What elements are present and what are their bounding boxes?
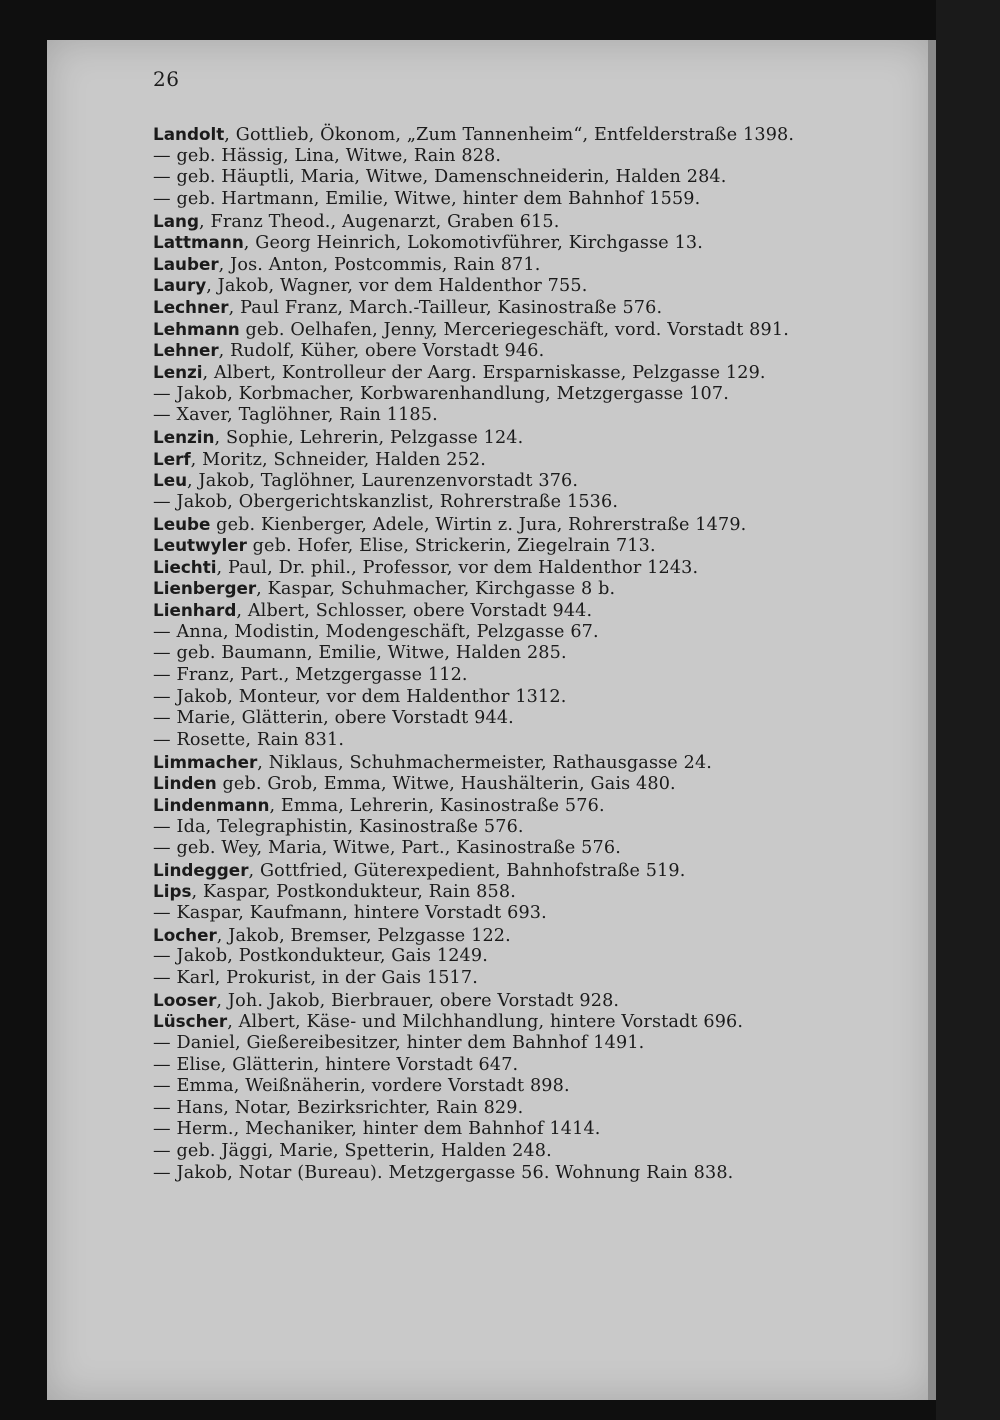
directory-entry [153, 211, 873, 233]
directory-entry [153, 427, 873, 449]
directory-entry [153, 167, 873, 189]
entry-details: , Moritz, Schneider, Halden 252. [190, 449, 486, 470]
directory-entry [153, 340, 873, 362]
entry-details: , Sophie, Lehrerin, Pelzgasse 124. [214, 427, 524, 448]
entry-surname: Liechti [153, 556, 217, 577]
directory-entry [153, 362, 873, 384]
directory-entry [153, 1163, 873, 1185]
entry-details: — geb. Wey, Maria, Witwe, Part., Kasinostraße 576. [153, 838, 621, 859]
directory-entry [153, 470, 873, 492]
directory-entry [153, 578, 873, 600]
entry-details: , Georg Heinrich, Lokomotivführer, Kirchgasse 13. [243, 233, 704, 254]
entry-details: , Kaspar, Schuhmacher, Kirchgasse 8 b. [256, 579, 616, 600]
entry-details: — Hans, Notar, Bezirksrichter, Rain 829. [153, 1097, 524, 1118]
entry-details: — Xaver, Taglöhner, Rain 1185. [153, 405, 438, 426]
entry-details: — Kaspar, Kaufmann, hintere Vorstadt 693. [153, 903, 547, 924]
entry-surname: Landolt [153, 124, 225, 144]
entry-details: , Gottfried, Güterexpedient, Bahnhofstraße 519. [248, 860, 686, 881]
directory-entry [153, 1098, 873, 1120]
entry-surname: Leu [153, 470, 188, 491]
entry-details: — Jakob, Postkondukteur, Gais 1249. [153, 946, 488, 967]
directory-entry [153, 600, 873, 622]
directory-entry [153, 297, 873, 319]
directory-entry [153, 860, 873, 882]
entry-surname: Lenzin [153, 426, 215, 447]
directory-entry [153, 449, 873, 471]
directory-entry [153, 254, 873, 276]
directory-entry [153, 1033, 873, 1055]
entry-surname: Lips [153, 881, 192, 902]
entry-details: , Paul, Dr. phil., Professor, vor dem Haldenthor 1243. [216, 557, 699, 578]
entry-details: — Jakob, Obergerichtskanzlist, Rohrerstraße 1536. [153, 491, 619, 512]
entry-details: , Gottlieb, Ökonom, „Zum Tannenheim“, Entfelderstraße 1398. [224, 125, 795, 145]
entry-surname: Lehner [153, 340, 219, 361]
entry-details: — Emma, Weißnäherin, vordere Vorstadt 898. [153, 1076, 570, 1097]
entry-surname: Lienberger [153, 578, 257, 599]
directory-entry [153, 990, 873, 1012]
directory-entry-list [153, 124, 873, 1184]
entry-surname: Lenzi [153, 362, 203, 383]
entry-details: — Franz, Part., Metzgergasse 112. [153, 665, 468, 686]
entry-details: — Anna, Modistin, Modengeschäft, Pelzgasse 67. [153, 621, 599, 642]
entry-details: — Elise, Glätterin, hintere Vorstadt 647. [153, 1054, 519, 1075]
directory-entry [153, 1141, 873, 1163]
entry-surname: Lüscher [153, 1011, 228, 1032]
directory-entry [153, 643, 873, 665]
directory-entry [153, 1055, 873, 1077]
entry-details: , Albert, Kontrolleur der Aarg. Ersparniskasse, Pelzgasse 129. [202, 363, 766, 384]
directory-entry [153, 665, 873, 687]
entry-details: , Jakob, Bremser, Pelzgasse 122. [216, 925, 511, 946]
entry-details: , Joh. Jakob, Bierbrauer, obere Vorstadt 928. [216, 990, 620, 1011]
entry-details: — geb. Baumann, Emilie, Witwe, Halden 285. [153, 643, 567, 664]
entry-surname: Laury [153, 275, 207, 296]
directory-entry [153, 557, 873, 579]
directory-entry [153, 903, 873, 925]
entry-details: — geb. Hässig, Lina, Witwe, Rain 828. [153, 145, 502, 166]
entry-details: , Emma, Lehrerin, Kasinostraße 576. [269, 795, 605, 816]
entry-surname: Lechner [153, 297, 229, 318]
entry-details: — geb. Hartmann, Emilie, Witwe, hinter dem Bahnhof 1559. [153, 188, 701, 209]
directory-entry [153, 622, 873, 644]
entry-details: — Rosette, Rain 831. [153, 729, 345, 750]
directory-entry [153, 795, 873, 817]
entry-surname: Lerf [153, 448, 191, 469]
entry-details: — Jakob, Monteur, vor dem Haldenthor 1312. [153, 686, 567, 707]
entry-details: , Jos. Anton, Postcommis, Rain 871. [218, 254, 541, 275]
page-edge-shadow [928, 40, 936, 1400]
entry-surname: Lindenmann [153, 794, 270, 815]
entry-details: , Albert, Schlosser, obere Vorstadt 944. [236, 601, 593, 622]
entry-details: geb. Grob, Emma, Witwe, Haushälterin, Gais 480. [216, 774, 676, 795]
entry-surname: Leutwyler [153, 535, 247, 556]
entry-details: — Herm., Mechaniker, hinter dem Bahnhof 1414. [153, 1119, 601, 1140]
directory-entry [153, 773, 873, 795]
entry-surname: Lauber [153, 253, 219, 274]
entry-details: , Franz Theod., Augenarzt, Graben 615. [198, 211, 560, 232]
directory-entry [153, 752, 873, 774]
directory-entry [153, 968, 873, 990]
entry-details: , Kaspar, Postkondukteur, Rain 858. [191, 882, 516, 903]
entry-surname: Lang [153, 210, 199, 231]
entry-details: — geb. Jäggi, Marie, Spetterin, Halden 248. [153, 1141, 552, 1162]
directory-entry [153, 925, 873, 947]
entry-details: geb. Hofer, Elise, Strickerin, Ziegelrain 713. [246, 536, 656, 557]
entry-details: — Jakob, Korbmacher, Korbwarenhandlung, Metzgergasse 107. [153, 383, 729, 404]
directory-entry [153, 189, 873, 211]
entry-details: — Marie, Glätterin, obere Vorstadt 944. [153, 708, 514, 729]
directory-entry [153, 1076, 873, 1098]
directory-entry [153, 708, 873, 730]
entry-surname: Limmacher [153, 751, 258, 772]
entry-details: , Rudolf, Küher, obere Vorstadt 946. [218, 341, 545, 362]
directory-entry [153, 730, 873, 752]
entry-details: geb. Oelhafen, Jenny, Merceriegeschäft, vord. Vorstadt 891. [239, 319, 789, 340]
entry-surname: Lindegger [153, 859, 249, 880]
entry-details: , Paul Franz, March.-Tailleur, Kasinostraße 576. [228, 298, 663, 319]
entry-details: — geb. Häuptli, Maria, Witwe, Damenschneiderin, Halden 284. [153, 167, 727, 188]
directory-entry [153, 817, 873, 839]
directory-entry [153, 232, 873, 254]
entry-details: geb. Kienberger, Adele, Wirtin z. Jura, Rohrerstraße 1479. [210, 514, 747, 535]
entry-details: — Ida, Telegraphistin, Kasinostraße 576. [153, 816, 524, 837]
directory-entry [153, 319, 873, 341]
scan-border [936, 0, 1000, 1420]
directory-entry [153, 146, 873, 168]
entry-surname: Locher [153, 924, 217, 945]
entry-surname: Lattmann [153, 232, 244, 253]
entry-details: — Jakob, Notar (Bureau). Metzgergasse 56. Wohnung Rain 838. [153, 1162, 734, 1183]
directory-entry [153, 1119, 873, 1141]
directory-entry [153, 535, 873, 557]
entry-details: — Karl, Prokurist, in der Gais 1517. [153, 967, 478, 988]
entry-surname: Lehmann [153, 318, 240, 339]
page-number: 26 [153, 67, 180, 91]
directory-entry [153, 384, 873, 406]
entry-details: , Jakob, Wagner, vor dem Haldenthor 755. [206, 276, 588, 297]
directory-entry [153, 881, 873, 903]
directory-entry [153, 124, 873, 146]
directory-entry [153, 492, 873, 514]
directory-entry [153, 275, 873, 297]
entry-surname: Leube [153, 513, 211, 534]
directory-entry [153, 514, 873, 536]
directory-entry [153, 946, 873, 968]
entry-details: , Jakob, Taglöhner, Laurenzenvorstadt 376. [187, 471, 579, 492]
directory-entry [153, 687, 873, 709]
directory-entry [153, 838, 873, 860]
entry-details: — Daniel, Gießereibesitzer, hinter dem Bahnhof 1491. [153, 1032, 645, 1053]
entry-surname: Linden [153, 773, 217, 794]
entry-details: , Niklaus, Schuhmachermeister, Rathausgasse 24. [257, 752, 713, 773]
entry-surname: Lienhard [153, 600, 237, 621]
directory-entry [153, 1011, 873, 1033]
entry-surname: Looser [153, 989, 217, 1010]
directory-entry [153, 405, 873, 427]
entry-details: , Albert, Käse- und Milchhandlung, hintere Vorstadt 696. [227, 1012, 744, 1033]
